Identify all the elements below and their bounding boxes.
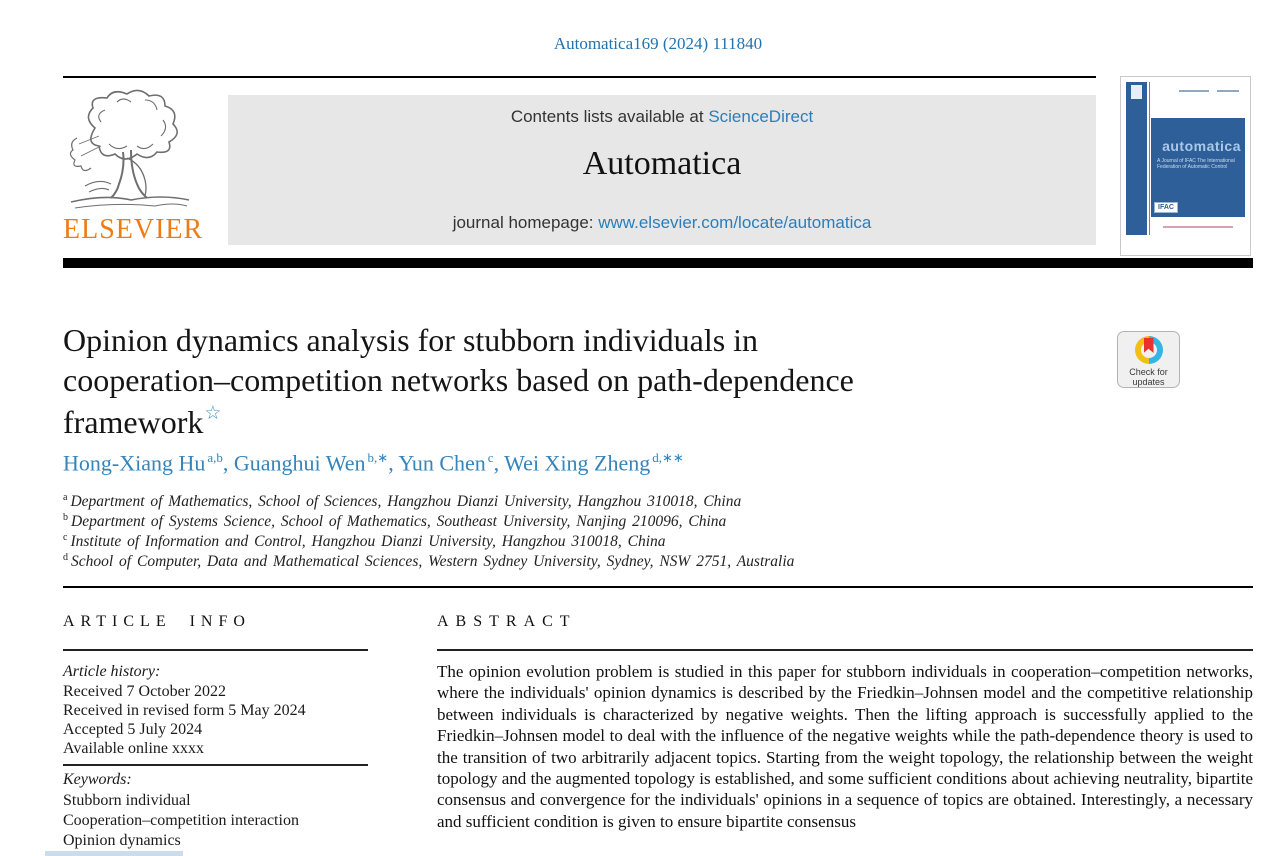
homepage-prefix: journal homepage: [452,213,599,232]
contents-prefix: Contents lists available at [510,107,709,126]
history-label: Article history: [63,663,161,680]
author-name: Guanghui Wen [233,450,366,476]
article-info-rule [63,649,368,651]
check-badge-text: Check for updates [1129,367,1168,387]
crossmark-ring-icon [1135,336,1163,364]
cover-journal-title: automatica [1162,138,1241,154]
cover-bottom-band [1151,217,1245,235]
affiliation: $^d$ School of Computer, Data and Mathematical Sciences, Western Sydney University, Sydney, NSW 2751, Australia [63,552,795,571]
author-affil-sup: d,∗∗ [652,450,684,465]
cutoff-highlight-artifact [45,851,183,856]
journal-citation: Automatica169 (2024) 111840 [553,34,763,53]
header-divider-bar [63,258,1253,268]
homepage-line [228,213,1096,233]
history-item: Received 7 October 2022 [63,683,227,700]
author-name: Wei Xing Zheng [504,450,651,476]
section-rule [63,586,1253,588]
title-footnote-star[interactable]: ☆ [204,403,222,424]
homepage-link[interactable]: www.elsevier.com/locate/automatica [598,213,872,232]
affiliation: $^b$ Department of Systems Science, School of Mathematics, Southeast University, Nanjing 210096, China [63,512,727,531]
cover-subtitle: A Journal of IFAC The International Federation of Automatic Control [1157,158,1235,170]
keyword-item: Stubborn individual [63,792,191,809]
author-affil-sup: c [487,450,494,465]
author-name: Yun Chen [398,450,486,476]
elsevier-tree-icon [65,88,195,214]
history-item: Received in revised form 5 May 2024 [63,702,306,719]
affiliation: $^a$ Department of Mathematics, School of Sciences, Hangzhou Dianzi University, Hangzhou 310018, China [63,492,742,511]
contents-line [228,107,1096,127]
abstract-rule [437,649,1253,651]
keywords-rule [63,764,368,766]
affiliation: $^c$ Institute of Information and Control, Hangzhou Dianzi University, Hangzhou 310018, China [63,532,666,551]
journal-cover-thumbnail[interactable] [1120,76,1251,256]
sciencedirect-link[interactable]: ScienceDirect [708,107,814,126]
article-title-line1: Opinion dynamics analysis for stubborn individuals in [63,322,759,358]
cover-main-area [1151,82,1245,235]
author-affil-sup: a,b [207,450,223,465]
journal-name: Automatica [582,145,742,182]
history-item: Accepted 5 July 2024 [63,721,203,738]
history-item: Available online xxxx [63,740,204,757]
elsevier-logo [63,86,213,246]
author-affil-sup: b,∗ [367,450,389,465]
article-title-line2: cooperation–competition networks based on path-dependence [63,362,854,398]
article-title-line3 [63,402,221,441]
cover-divider-line [1149,82,1150,235]
keyword-item: Cooperation–competition interaction [63,812,299,829]
cover-left-strip [1126,82,1147,235]
elsevier-wordmark: ELSEVIER [63,214,204,245]
keyword-item: Opinion dynamics [63,832,181,849]
cover-top-band [1151,82,1245,118]
cover-emblem [1131,85,1142,99]
header-rule [63,76,1096,78]
author-list: Hong-Xiang Hu $^{a,b}$, Guanghui Wen $^{b,∗}$, Yun Chen $^c$, Wei Xing Zheng $^{d,∗∗}$ [63,450,684,476]
abstract-text: The opinion evolution problem is studied in this paper for stubborn individuals in cooperation–competition networks, where the individuals' opinion dynamics is described by the Friedkin–Johnsen model and the competitive relationship between individuals is characterized by negative weights. Then the lifting approach is successfully applied to the Friedkin–Johnsen model to deal with the influence of the negative weights while the path-dependence theory is used to the transition of two arbitrarily adjacent topics. Starting from the weight topology, the relationship between the weight topology and the augmented topology is established, and some sufficient conditions about achieving neutrality, bipartite consensus and convergence for the individuals' opinions in a sequence of topics are obtained. Interestingly, a necessary and sufficient condition is given to ensure bipartite consensus [437,662,1253,831]
article-info-heading: ARTICLE INFO [63,613,251,630]
keywords-label: Keywords: [63,771,132,788]
journal-banner [228,95,1096,245]
article-title-line3-text: framework [63,404,204,440]
cover-blue-area [1151,118,1245,217]
author-name: Hong-Xiang Hu [63,450,206,476]
ifac-logo: IFAC [1154,202,1178,213]
abstract-heading: ABSTRACT [437,613,577,630]
check-for-updates-badge[interactable] [1117,331,1180,388]
